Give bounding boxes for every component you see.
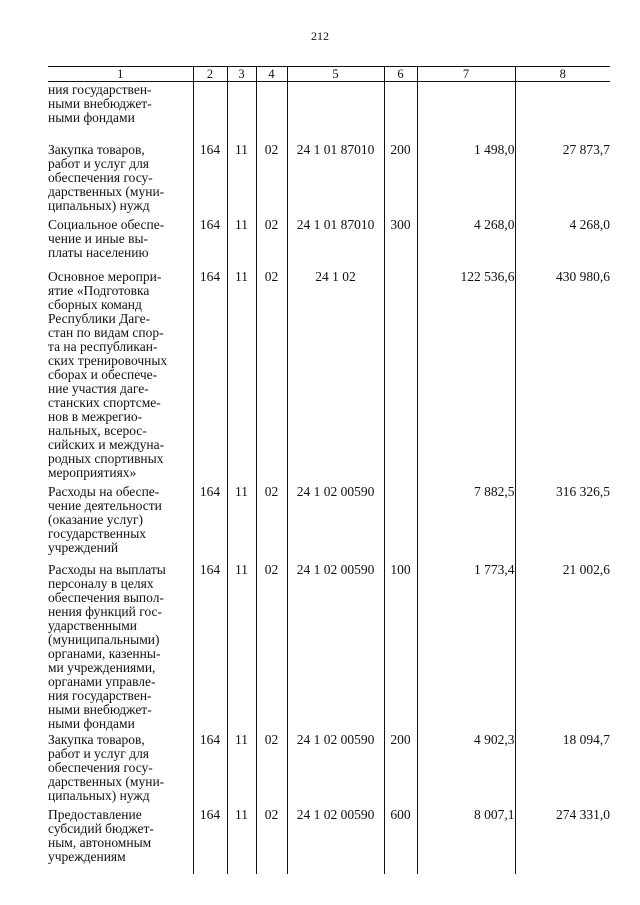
cell-code-3 — [227, 82, 256, 143]
cell-amount-8: 18 094,7 — [562, 731, 610, 747]
col-header-5: 5 — [287, 67, 384, 82]
cell-code-5: 24 1 01 87010 — [287, 143, 384, 218]
cell-code-4: 02 — [256, 270, 287, 485]
cell-amount-7: 4 902,3 — [417, 733, 515, 808]
cell-name: Закупка товаров, работ и услуг для обеспечения госу- дарственных (муни- ципальных) нужд — [48, 733, 193, 808]
cell-code-6: 200 — [384, 733, 417, 808]
cell-code-3: 11 — [227, 143, 256, 218]
cell-code-4: 02 — [256, 218, 287, 270]
cell-amount-8: 27 873,7 — [562, 141, 610, 157]
cell-code-6: 200 — [384, 143, 417, 218]
cell-code-4: 02 — [256, 143, 287, 218]
cell-code-4: 02 — [256, 563, 287, 733]
cell-name: Закупка товаров, работ и услуг для обеспечения госу- дарственных (муни- ципальных) нужд — [48, 143, 193, 218]
cell-code-5: 24 1 01 87010 — [287, 218, 384, 270]
cell-code-3: 11 — [227, 270, 256, 485]
cell-amount-8: 430 980,6 — [556, 268, 610, 284]
cell-code-3: 11 — [227, 808, 256, 874]
cell-code-5 — [287, 82, 384, 143]
table-body — [48, 82, 610, 874]
cell-code-6: 600 — [384, 808, 417, 874]
cell-code-4: 02 — [256, 808, 287, 874]
cell-code-3: 11 — [227, 485, 256, 563]
cell-code-2: 164 — [193, 733, 227, 808]
cell-name: Расходы на выплаты персоналу в целях обеспечения выпол- нения функций гос- ударственными (муниципальными) органами, казенны- ми учреждениями, органами управле- ния государствен- ными внебюджет- ными фондами — [48, 563, 193, 733]
col-header-1: 1 — [48, 67, 193, 82]
cell-amount-8: 21 002,6 — [562, 561, 610, 577]
cell-name: Расходы на обеспе- чение деятельности (оказание услуг) государственных учреждений — [48, 485, 193, 563]
cell-amount-7: 4 268,0 — [417, 218, 515, 270]
table-row — [48, 485, 610, 563]
cell-code-5: 24 1 02 — [287, 270, 384, 485]
cell-code-2: 164 — [193, 270, 227, 485]
cell-amount-7: 8 007,1 — [417, 808, 515, 874]
cell-name: Основное меропри- ятие «Подготовка сборных команд Республики Даге- стан по видам спор- та на республикан- ских тренировочных сборах и обеспече- ние участия даге- станских спортсме- нов в межрегио- нальных, всерос- сийских и междуна- родных спортивных мероприятиях» — [48, 270, 193, 485]
cell-name: ния государствен- ными внебюджет- ными фондами — [48, 82, 193, 143]
cell-code-5: 24 1 02 00590 — [287, 563, 384, 733]
cell-code-3: 11 — [227, 733, 256, 808]
col-header-2: 2 — [193, 67, 227, 82]
cell-name: Предоставление субсидий бюджет- ным, автономным учреждениям — [48, 808, 193, 874]
cell-code-6: 300 — [384, 218, 417, 270]
header-row — [48, 67, 610, 82]
cell-code-6 — [384, 82, 417, 143]
cell-code-2: 164 — [193, 563, 227, 733]
cell-code-2: 164 — [193, 143, 227, 218]
col-header-3: 3 — [227, 67, 256, 82]
cell-amount-7: 7 882,5 — [417, 485, 515, 563]
page-number: 212 — [311, 29, 329, 43]
cell-code-3: 11 — [227, 563, 256, 733]
cell-amount-8: 4 268,0 — [569, 216, 610, 232]
table-row — [48, 270, 610, 485]
cell-amount-8: 274 331,0 — [556, 806, 610, 822]
table-row — [48, 808, 610, 874]
cell-code-5: 24 1 02 00590 — [287, 485, 384, 563]
cell-code-2 — [193, 82, 227, 143]
cell-code-5: 24 1 02 00590 — [287, 808, 384, 874]
cell-code-6 — [384, 270, 417, 485]
cell-code-6: 100 — [384, 563, 417, 733]
cell-code-4 — [256, 82, 287, 143]
cell-code-2: 164 — [193, 218, 227, 270]
cell-code-2: 164 — [193, 808, 227, 874]
cell-code-4: 02 — [256, 485, 287, 563]
col-header-4: 4 — [256, 67, 287, 82]
cell-name: Социальное обеспе- чение и иные вы- платы населению — [48, 218, 193, 270]
cell-amount-7: 122 536,6 — [417, 270, 515, 485]
cell-amount-7: 1 498,0 — [417, 143, 515, 218]
col-header-8: 8 — [515, 67, 610, 82]
budget-table — [48, 66, 610, 874]
cell-amount-7: 1 773,4 — [417, 563, 515, 733]
table-row — [48, 82, 610, 143]
cell-code-5: 24 1 02 00590 — [287, 733, 384, 808]
table-row — [48, 218, 610, 270]
col-header-7: 7 — [417, 67, 515, 82]
table-row — [48, 143, 610, 218]
cell-amount-8: 316 326,5 — [556, 483, 610, 499]
cell-code-6 — [384, 485, 417, 563]
cell-amount-8 — [515, 82, 610, 143]
col-header-6: 6 — [384, 67, 417, 82]
cell-code-4: 02 — [256, 733, 287, 808]
cell-code-3: 11 — [227, 218, 256, 270]
cell-code-2: 164 — [193, 485, 227, 563]
table-row — [48, 733, 610, 808]
table-row — [48, 563, 610, 733]
cell-amount-7 — [417, 82, 515, 143]
